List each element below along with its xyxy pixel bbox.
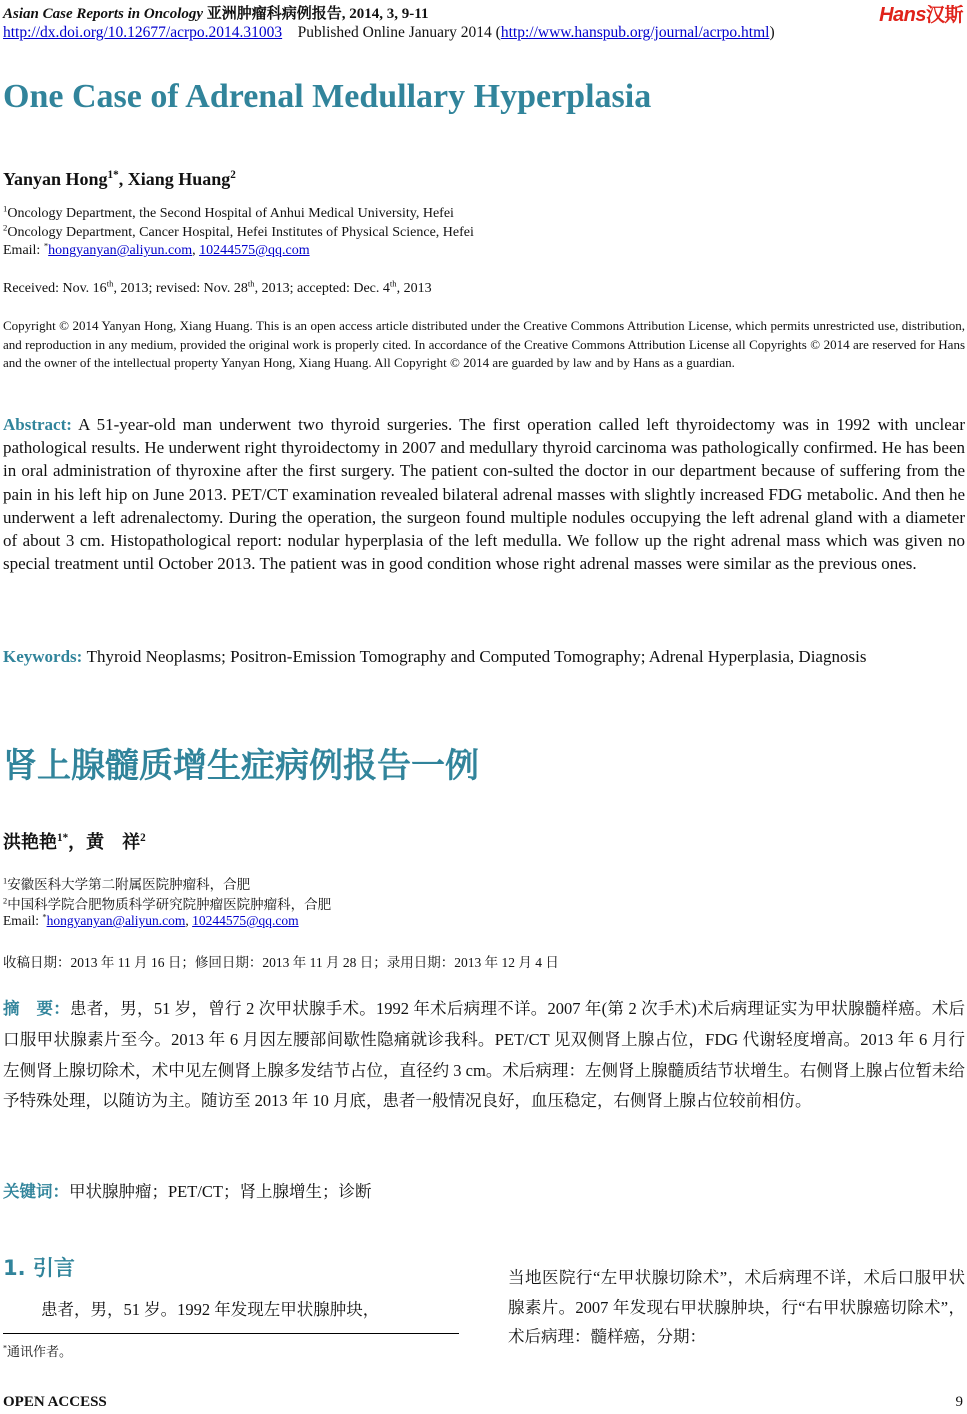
author-name: Yanyan Hong xyxy=(3,169,108,189)
published-online: Published Online January 2014 ( xyxy=(297,24,501,41)
email-link-2[interactable]: 10244575@qq.com xyxy=(199,243,310,258)
authors-en xyxy=(3,169,236,190)
logo-text-en: Hans xyxy=(879,4,926,26)
logo-text-cn: 汉斯 xyxy=(925,5,963,26)
author-separator: , xyxy=(118,169,128,189)
email-label: Email: xyxy=(3,243,44,258)
author-sup: 1* xyxy=(107,169,119,181)
accepted-date: , 2013; accepted: Dec. 4 xyxy=(254,281,390,296)
keywords-cn xyxy=(3,1178,372,1202)
author-separator: ， xyxy=(68,832,87,852)
abstract-label: Abstract: xyxy=(3,415,72,434)
email-separator: , xyxy=(192,243,200,258)
dates-en xyxy=(3,278,432,297)
open-access-label: OPEN ACCESS xyxy=(3,1394,107,1410)
ordinal-sup: th xyxy=(389,278,397,289)
affiliation-text: Oncology Department, the Second Hospital of Anhui Medical University, Hefei xyxy=(7,206,454,221)
affiliation-en xyxy=(3,222,474,241)
ordinal-sup: th xyxy=(106,278,114,289)
author-sup: 2 xyxy=(230,169,236,181)
abstract-en xyxy=(3,413,965,575)
email-link-1[interactable]: hongyanyan@aliyun.com xyxy=(46,913,186,928)
body-text-col2: 当地医院行“左甲状腺切除术”，术后病理不详，术后口服甲状腺素片。2007 年发现右甲状腺肿块，行“右甲状腺癌切除术”，术后病理：髓样癌，分期： xyxy=(508,1268,965,1346)
affiliation-en xyxy=(3,203,454,222)
section-heading: 1. 引言 xyxy=(3,1256,75,1280)
author-sup: 1* xyxy=(57,832,69,844)
keywords-label-cn: 关键词： xyxy=(3,1182,69,1201)
copyright-notice: Copyright © 2014 Yanyan Hong, Xiang Huang. This is an open access article distributed under the Creative Commons Attribution License, which permits unrestricted use, distribution, and reproduction in any medium, provided the original work is properly cited. In accordance of the Creative Commons Attribution License all Copyrights © 2014 are reserved for Hans and the owner of the intellectual property Yanyan Hong, Xiang Huang. All Copyright © 2014 are guarded by law and by Hans as a guardian. xyxy=(3,318,965,370)
email-link-2[interactable]: 10244575@qq.com xyxy=(192,913,299,928)
date-year: , 2013 xyxy=(396,281,432,296)
corresponding-star: * xyxy=(43,240,49,251)
running-header xyxy=(3,2,428,23)
paper-title-cn: 肾上腺髓质增生症病例报告一例 xyxy=(3,746,479,786)
revised-date: , 2013; revised: Nov. 28 xyxy=(113,281,248,296)
authors-cn xyxy=(3,828,146,854)
dates-cn: 收稿日期：2013 年 11 月 16 日；修回日期：2013 年 11 月 28 日；录用日期：2013 年 12 月 4 日 xyxy=(3,955,559,970)
paper-title-en: One Case of Adrenal Medullary Hyperplasia xyxy=(3,78,652,115)
keywords-label: Keywords: xyxy=(3,647,83,666)
received-date: Received: Nov. 16 xyxy=(3,281,107,296)
affiliation-cn xyxy=(3,873,250,893)
published-close: ) xyxy=(769,24,775,41)
footnote-text: 通讯作者。 xyxy=(7,1344,73,1359)
affiliation-sup: 1 xyxy=(3,876,8,886)
journal-name-cn: 亚洲肿瘤科病例报告 xyxy=(206,6,342,22)
author-name: 黄 祥 xyxy=(86,832,141,852)
email-label: Email: xyxy=(3,913,43,928)
journal-link[interactable]: http://www.hanspub.org/journal/acrpo.html xyxy=(500,24,770,41)
keywords-text: Thyroid Neoplasms; Positron-Emission Tomography and Computed Tomography; Adrenal Hyperplasia, Diagnosis xyxy=(86,647,867,666)
email-separator: , xyxy=(185,913,193,928)
corresponding-star: * xyxy=(42,912,47,922)
keywords-text-cn: 甲状腺肿瘤；PET/CT；肾上腺增生；诊断 xyxy=(69,1182,372,1201)
affiliation-text: Oncology Department, Cancer Hospital, Hefei Institutes of Physical Science, Hefei xyxy=(7,225,474,240)
author-name: Xiang Huang xyxy=(127,169,231,189)
ordinal-sup: th xyxy=(247,278,255,289)
affiliation-sup: 1 xyxy=(3,203,8,214)
doi-link[interactable]: http://dx.doi.org/10.12677/acrpo.2014.31003 xyxy=(3,24,283,41)
affiliation-sup: 2 xyxy=(3,896,8,906)
footnote-divider xyxy=(3,1333,459,1334)
publication-info xyxy=(3,24,775,42)
journal-citation: , 2014, 3, 9-11 xyxy=(341,6,429,22)
abstract-cn xyxy=(3,994,965,1117)
author-name: 洪艳艳 xyxy=(3,832,57,852)
affiliation-cn xyxy=(3,893,331,913)
body-text-col1: 患者，男，51 岁。1992 年发现左甲状腺肿块， xyxy=(41,1300,380,1319)
abstract-text: A 51-year-old man underwent two thyroid surgeries. The first operation called left thyroidectomy was in 1992 with unclear pathological results. He underwent right thyroidectomy in 2007 and medullary thyroid carcinoma was pathologically confirmed. He has been in oral administration of thyroxine after the first surgery. The patient con-sulted the doctor in our department because of suffering from the pain in his left hip on June 2013. PET/CT examination revealed bilateral adrenal masses with slightly increased FDG metabolic. And then he underwent a left adrenalectomy. During the operation, the surgeon found multiple nodules occupying the left adrenal gland with a diameter of about 3 cm. Histopathological report: nodular hyperplasia of the left medulla. We follow up the right adrenal mass which was given no special treatment until October 2013. The patient was in good condition whose right adrenal masses were similar as the previous ones. xyxy=(3,415,965,574)
author-sup: 2 xyxy=(140,832,146,844)
email-line-en xyxy=(3,240,310,259)
keywords-en xyxy=(3,645,965,668)
email-line-cn xyxy=(3,913,299,929)
abstract-text-cn: 患者，男，51 岁，曾行 2 次甲状腺手术。1992 年术后病理不详。2007 年(第 2 次手术)术后病理证实为甲状腺髓样癌。术后口服甲状腺素片至今。2013 年 6 月因左腰部间歇性隐痛就诊我科。PET/CT 见双侧肾上腺占位，FDG 代谢轻度增高。2013 年 6 月行左侧肾上腺切除术，术中见左侧肾上腺多发结节占位，直径约 3 cm。术后病理：左侧肾上腺髓质结节状增生。右侧肾上腺占位暂未给予特殊处理，以随访为主。随访至 2013 年 10 月底，患者一般情况良好，血压稳定，右侧肾上腺占位较前相仿。 xyxy=(3,999,965,1111)
page-number: 9 xyxy=(955,1394,963,1410)
footnote xyxy=(3,1341,72,1360)
affiliation-text: 安徽医科大学第二附属医院肿瘤科，合肥 xyxy=(7,877,251,892)
journal-name-en: Asian Case Reports in Oncology xyxy=(3,6,204,22)
abstract-label-cn: 摘 要： xyxy=(3,999,71,1018)
affiliation-text: 中国科学院合肥物质科学研究院肿瘤医院肿瘤科，合肥 xyxy=(7,897,332,912)
affiliation-sup: 2 xyxy=(3,222,8,233)
footnote-star: * xyxy=(3,1343,8,1353)
hans-logo xyxy=(879,0,963,27)
email-link-1[interactable]: hongyanyan@aliyun.com xyxy=(48,243,193,258)
